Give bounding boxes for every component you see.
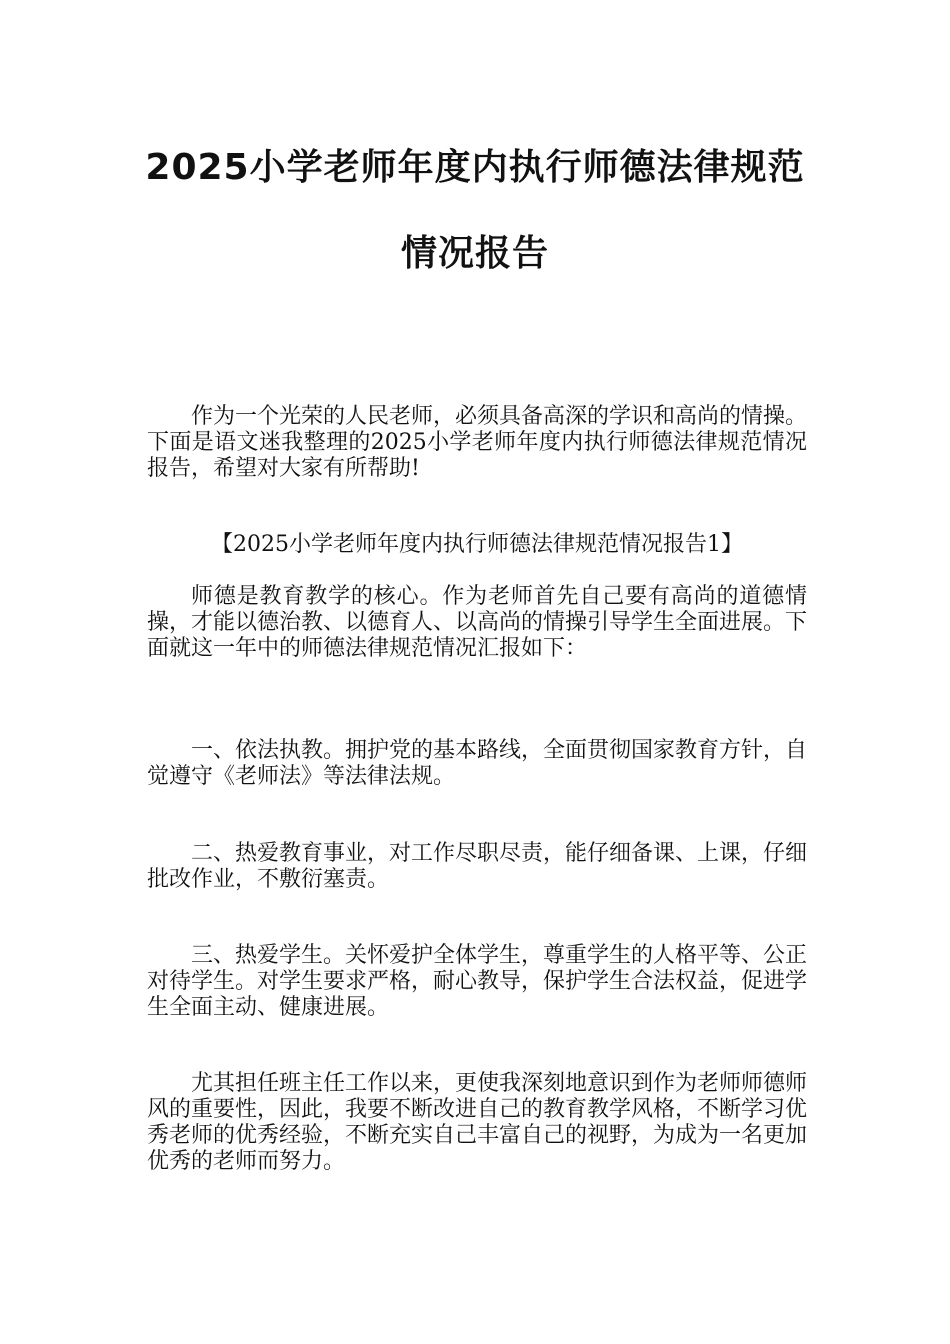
section-heading: 【2025小学老师年度内执行师德法律规范情况报告1】 (211, 532, 743, 557)
list-item-2: 二、热爱教育事业，对工作尽职尽责，能仔细备课、上课，仔细批改作业，不敷衍塞责。 (147, 841, 808, 892)
closing-paragraph: 尤其担任班主任工作以来，更使我深刻地意识到作为老师师德师风的重要性，因此，我要不断改进自己的教育教学风格，不断学习优秀老师的优秀经验，不断充实自己丰富自己的视野，为成为一名更加优秀的老师而努力。 (147, 1071, 808, 1174)
intro-paragraph: 作为一个光荣的人民老师，必须具备高深的学识和高尚的情操。下面是语文迷我整理的2025小学老师年度内执行师德法律规范情况报告，希望对大家有所帮助! (147, 404, 808, 481)
document-title-line-1: 2025小学老师年度内执行师德法律规范 (145, 147, 805, 188)
document-title-line-2: 情况报告 (400, 233, 549, 274)
list-item-1: 一、依法执教。拥护党的基本路线，全面贯彻国家教育方针，自觉遵守《老师法》等法律法规。 (147, 738, 808, 789)
list-item-3: 三、热爱学生。关怀爱护全体学生，尊重学生的人格平等、公正对待学生。对学生要求严格，耐心教导，保护学生合法权益，促进学生全面主动、健康进展。 (147, 943, 808, 1020)
body-paragraph: 师德是教育教学的核心。作为老师首先自己要有高尚的道德情操，才能以德治教、以德育人、以高尚的情操引导学生全面进展。下面就这一年中的师德法律规范情况汇报如下： (147, 584, 808, 661)
